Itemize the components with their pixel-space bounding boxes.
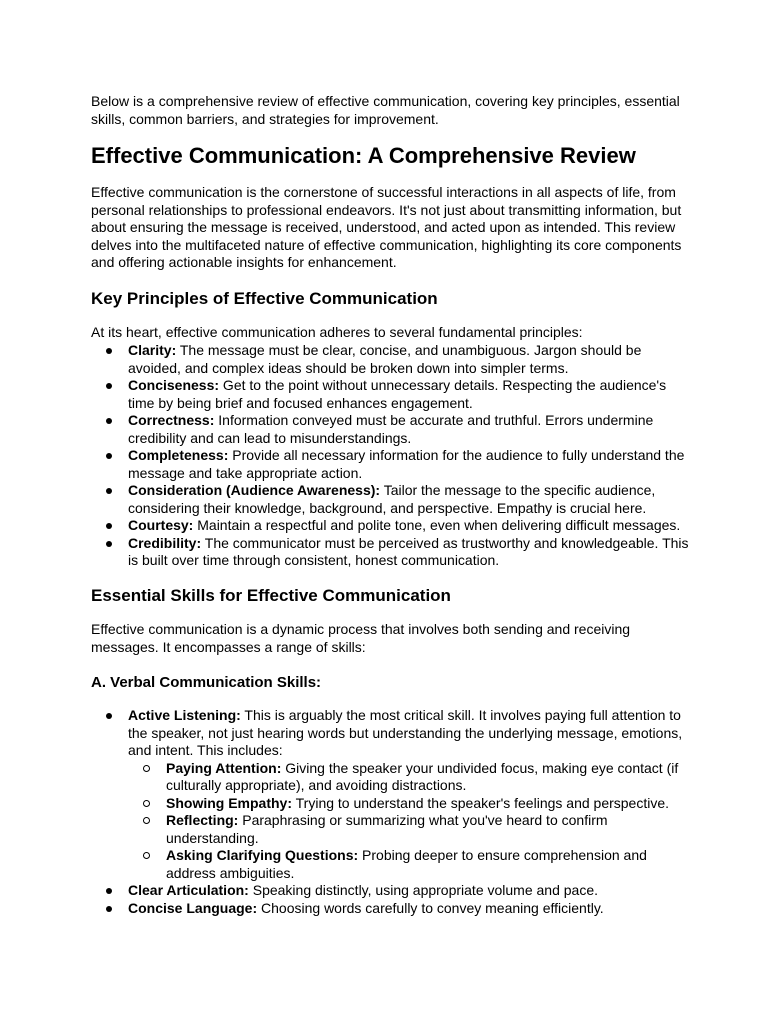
term-label: Reflecting: <box>166 812 239 828</box>
term-label: Concise Language: <box>128 899 258 916</box>
principles-list <box>103 342 691 570</box>
term-label: Courtesy: <box>128 517 194 533</box>
item-text: Trying to understand the speaker's feelings and perspective. <box>292 794 670 811</box>
term-label: Clarity: <box>128 342 177 358</box>
page-title: Effective Communication: A Comprehensive Review <box>91 143 636 168</box>
list-item <box>103 882 691 900</box>
item-text: Provide all necessary information for the audience to fully understand the message and take appropriate action. <box>128 447 685 481</box>
item-text: Giving the speaker your undivided focus, making eye contact (if culturally appropriate), and avoiding distractions. <box>166 759 679 793</box>
item-text: Information conveyed must be accurate and truthful. Errors undermine credibility and can lead to misunderstandings. <box>128 412 654 446</box>
list-item <box>103 707 691 882</box>
item-text: Choosing words carefully to convey meaning efficiently. <box>257 899 604 916</box>
item-text: This is arguably the most critical skill. It involves paying full attention to the speaker, not just hearing words but understanding the underlying message, emotions, and intent. This includes: <box>128 707 683 758</box>
item-text: Tailor the message to the specific audience, considering their knowledge, background, and perspective. Empathy is crucial here. <box>128 482 656 516</box>
sub-list-item <box>141 795 691 813</box>
term-label: Showing Empathy: <box>166 794 292 811</box>
verbal-skills-heading: A. Verbal Communication Skills: <box>91 674 322 691</box>
item-text: Maintain a respectful and polite tone, even when delivering difficult messages. <box>193 517 681 533</box>
item-text: The communicator must be perceived as trustworthy and knowledgeable. This is built over time through consistent, honest communication. <box>128 534 689 568</box>
list-item <box>103 482 691 517</box>
list-item <box>103 412 691 447</box>
term-label: Correctness: <box>128 412 215 428</box>
sub-list <box>128 760 691 883</box>
principles-heading: Key Principles of Effective Communication <box>91 289 438 308</box>
list-item <box>103 900 691 918</box>
item-text: Paraphrasing or summarizing what you've heard to confirm understanding. <box>166 812 608 846</box>
term-label: Clear Articulation: <box>128 882 249 898</box>
skills-lead: Effective communication is a dynamic process that involves both sending and receiving messages. It encompasses a range of skills: <box>91 621 631 655</box>
list-item <box>103 377 691 412</box>
verbal-skills-list <box>103 707 691 917</box>
item-text: The message must be clear, concise, and unambiguous. Jargon should be avoided, and complex ideas should be broken down into simpler terms. <box>128 342 642 376</box>
term-label: Conciseness: <box>128 377 220 393</box>
skills-heading: Essential Skills for Effective Communication <box>91 586 451 605</box>
term-label: Active Listening: <box>128 707 241 723</box>
intro-paragraph: Below is a comprehensive review of effective communication, covering key principles, essential skills, common barriers, and strategies for improvement. <box>91 93 680 127</box>
list-item <box>103 535 691 570</box>
term-label: Consideration (Audience Awareness): <box>128 482 381 498</box>
list-item <box>103 342 691 377</box>
item-text: Probing deeper to ensure comprehension and address ambiguities. <box>166 847 647 881</box>
term-label: Credibility: <box>128 534 202 551</box>
sub-list-item <box>141 760 691 795</box>
item-text: Get to the point without unnecessary details. Respecting the audience's time by being brief and focused enhances engagement. <box>128 377 667 411</box>
term-label: Asking Clarifying Questions: <box>166 847 359 863</box>
term-label: Paying Attention: <box>166 759 282 776</box>
term-label: Completeness: <box>128 447 229 463</box>
item-text: Speaking distinctly, using appropriate volume and pace. <box>248 882 599 898</box>
sub-list-item <box>141 847 691 882</box>
list-item <box>103 447 691 482</box>
overview-paragraph: Effective communication is the cornerstone of successful interactions in all aspects of life, from personal relationships to professional endeavors. It's not just about transmitting information, but about ensuring the message is received, understood, and acted upon as intended. This review delves into the multifaceted nature of effective communication, highlighting its core components and offering actionable insights for enhancement. <box>91 184 682 270</box>
sub-list-item <box>141 812 691 847</box>
principles-lead: At its heart, effective communication adheres to several fundamental principles: <box>91 324 583 340</box>
list-item <box>103 517 691 535</box>
